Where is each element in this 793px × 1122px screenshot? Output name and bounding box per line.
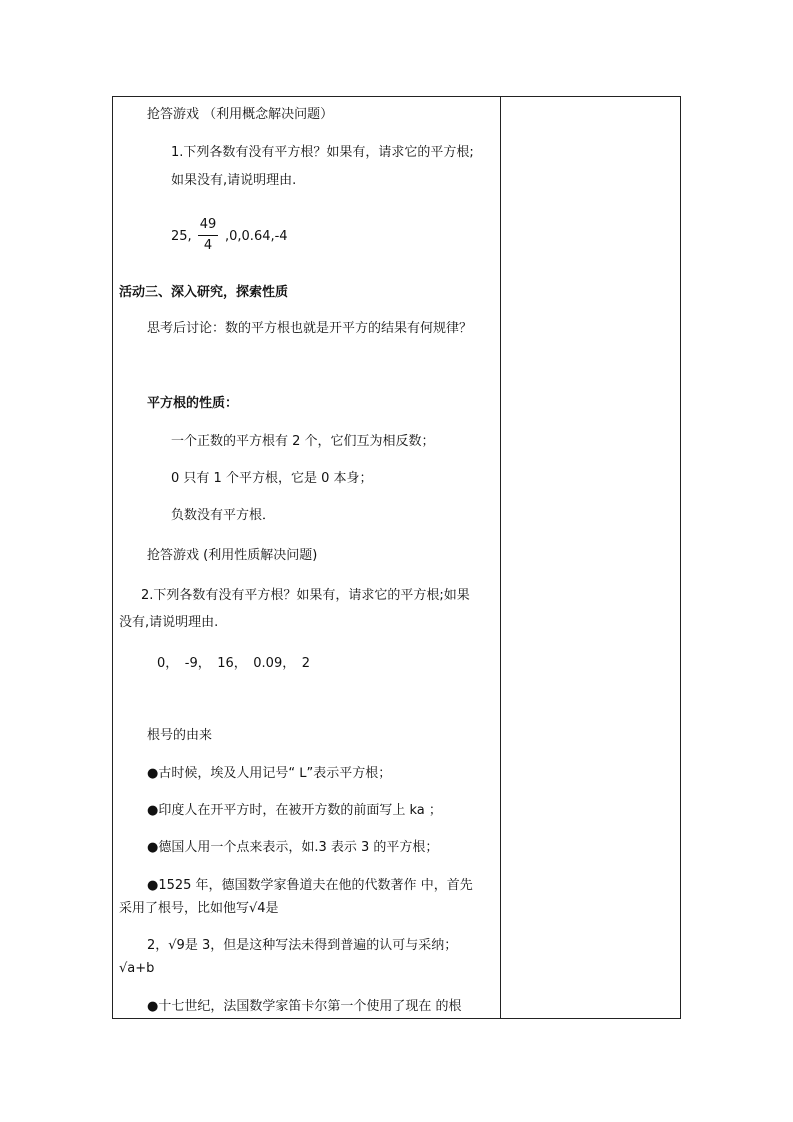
question1-nums-a: 25, bbox=[171, 229, 192, 244]
property-title: 平方根的性质： bbox=[147, 396, 239, 411]
history-bullet-4-line1: ●1525 年，德国数学家鲁道夫在他的代数著作 中，首先 bbox=[147, 878, 473, 893]
history-bullet-4-line4: √a+b bbox=[119, 961, 155, 976]
question1-line2: 如果没有,请说明理由. bbox=[171, 173, 297, 188]
property-2: 0 只有 1 个平方根，它是 0 本身； bbox=[171, 471, 373, 486]
notes-cell bbox=[501, 97, 680, 1018]
property-3: 负数没有平方根． bbox=[171, 508, 276, 523]
question2-line1: 2.下列各数有没有平方根？如果有，请求它的平方根;如果 bbox=[141, 588, 470, 603]
property-1: 一个正数的平方根有 2 个，它们互为相反数； bbox=[171, 434, 435, 449]
origin-title: 根号的由来 bbox=[147, 728, 213, 743]
content-cell bbox=[113, 97, 500, 1018]
history-bullet-5: ●十七世纪，法国数学家笛卡尔第一个使用了现在 的根 bbox=[147, 999, 462, 1014]
question1-line1: 1.下列各数有没有平方根？如果有，请求它的平方根; bbox=[171, 145, 474, 160]
fraction-denominator: 4 bbox=[203, 238, 213, 253]
history-bullet-2: ●印度人在开平方时，在被开方数的前面写上 ka ； bbox=[147, 803, 442, 818]
question2-nums: 0， -9， 16， 0.09， 2 bbox=[157, 656, 310, 671]
history-bullet-4-line2: 采用了根号，比如他写√4是 bbox=[119, 901, 279, 916]
question2-line2: 没有,请说明理由. bbox=[119, 615, 219, 630]
fraction-bar bbox=[198, 235, 218, 236]
fraction-numerator: 49 bbox=[199, 217, 217, 232]
think-discuss: 思考后讨论：数的平方根也就是开平方的结果有何规律？ bbox=[147, 321, 473, 336]
question1-nums-b: ,0,0.64,-4 bbox=[225, 229, 288, 244]
history-bullet-3: ●德国人用一个点来表示，如.3 表示 3 的平方根； bbox=[147, 840, 439, 855]
lesson-table bbox=[112, 96, 681, 1019]
history-bullet-1: ●古时候，埃及人用记号“ ᒪ”表示平方根； bbox=[147, 766, 392, 781]
game1-title: 抢答游戏 （利用概念解决问题） bbox=[147, 107, 334, 122]
game2-title: 抢答游戏 (利用性质解决问题) bbox=[147, 548, 318, 563]
history-bullet-4-line3: 2，√9是 3，但是这种写法未得到普遍的认可与采纳； bbox=[147, 938, 458, 953]
activity3-title: 活动三、深入研究，探索性质 bbox=[119, 285, 289, 300]
